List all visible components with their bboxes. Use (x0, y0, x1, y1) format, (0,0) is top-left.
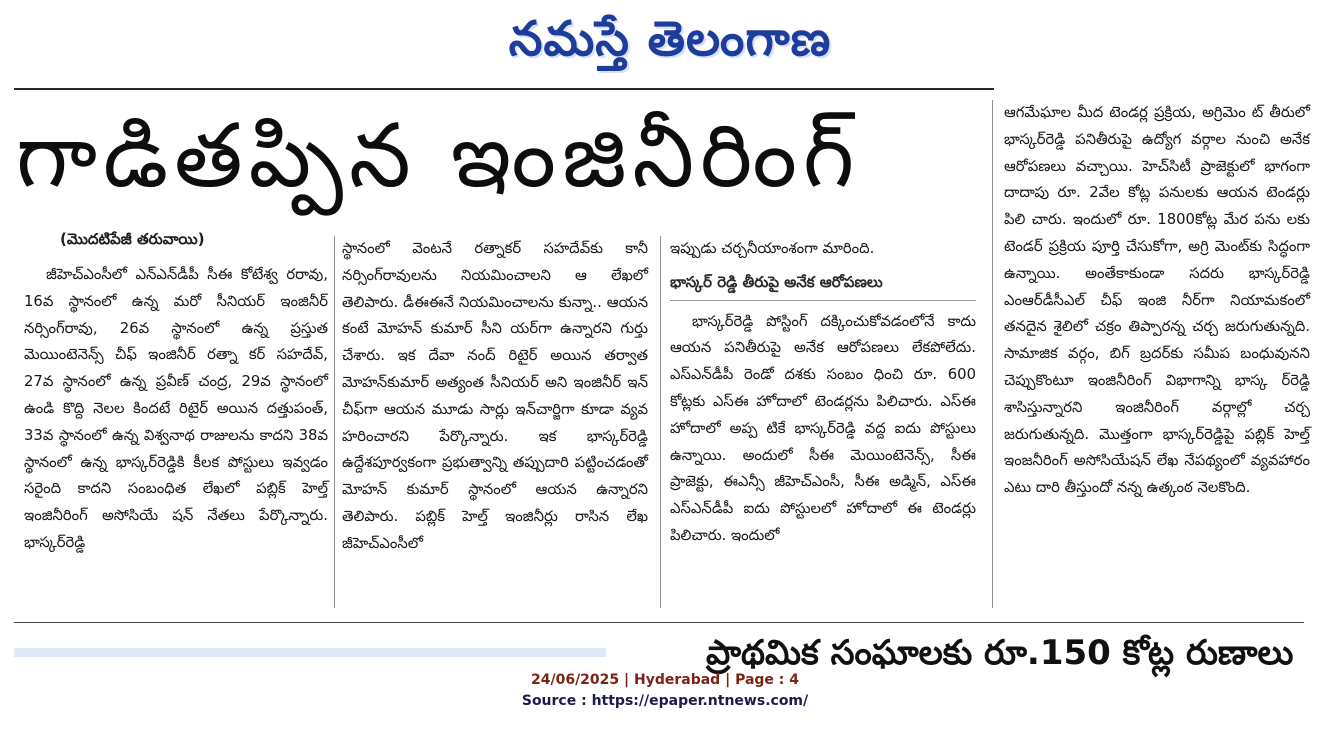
continued-from-front-label: (మొదటిపేజీ తరువాయి) (60, 230, 205, 248)
column-divider (992, 100, 993, 608)
column-4-text: ఆగమేఘాల మీద టెండర్ల ప్రక్రియ, అగ్రిమెం ట్ తీరులో భాస్కర్‌రెడ్డి పనితీరుపై ఉద్యోగ వర్గాల నుంచి అనేక ఆరోపణలు వచ్చాయి. హెచ్‌సిటీ ప్రాజెక్టులో భాగంగా దాదాపు రూ. 2వేల కోట్ల పనులకు ఆయన టెండర్లు పిలి చారు. ఇందులో రూ. 1800కోట్ల మేర పను లకు టెండర్ ప్రక్రియ పూర్తి చేసుకోగా, అగ్రి మెంట్‌కు సిద్ధంగా ఉన్నాయి. అంతేకాకుండా సదరు భాస్కర్‌రెడ్డి ఎంఆర్‌డీసీఎల్ చీఫ్ ఇంజి నీర్‌గా నియామకంలో తనదైన శైలిలో చక్రం తిప్పారన్న చర్చ జరుగుతున్నది. సామాజిక వర్గం, బిగ్ బ్రదర్‌కు సమీప బంధువునని చెప్పుకొంటూ ఇంజినీరింగ్ విభాగాన్ని భాస్క ర్‌రెడ్డి శాసిస్తున్నారని ఇంజినీరింగ్ వర్గాల్లో చర్చ జరుగుతున్నది. మొత్తంగా భాస్కర్‌రెడ్డిపై పబ్లిక్ హెల్త్ ఇంజనీరింగ్ అసోసియేషన్ లేఖ నేపథ్యంలో వ్యవహారం ఎటు దారి తీస్తుందో నన్న ఉత్కంఠ నెలకొంది. (1004, 104, 1310, 497)
page-footer (0, 670, 1330, 712)
article-column-3 (670, 236, 976, 612)
masthead (455, 8, 885, 70)
column-2-text: స్థానంలో వెంటనే రత్నాకర్ సహదేవ్‌కు కానీ నర్సింగ్‌రావులను నియమించాలని ఆ లేఖలో తెలిపారు. డీఈఈనే నియమించాలను కున్నా.. ఆయన కంటే మోహన్ కుమార్ సీని యర్‌గా ఉన్నారని గుర్తు చేశారు. ఇక దేవా నంద్ రిటైర్ అయిన తర్వాత మోహన్‌కుమార్ అత్యంత సీనియర్ అని ఇంజినీర్ ఇన్ చీఫ్‌గా ఆయన మూడు సార్లు ఇన్‌చార్జిగా కూడా వ్యవ హరించారని పేర్కొన్నారు. ఇక భాస్కర్‌రెడ్డి ఉద్దేశపూర్వకంగా ప్రభుత్వాన్ని తప్పుదారి పట్టించడంతో మోహన్ కుమార్ స్థానంలో ఆయన ఉన్నారని తెలిపారు. పబ్లిక్ హెల్త్ ఇంజినీర్లు రాసిన లేఖ జీహెచ్‌ఎంసీలో (342, 240, 648, 552)
column-3-lead-text: ఇప్పుడు చర్చనీయాంశంగా మారింది. (670, 240, 875, 257)
next-article-headline-cropped: ప్రాథమిక సంఘాలకు రూ.150 కోట్ల రుణాలు (706, 633, 1294, 673)
headline-top-rule (14, 88, 994, 90)
article-column-1 (24, 262, 328, 612)
article-bottom-rule (14, 622, 1304, 623)
footer-source-link[interactable]: Source : https://epaper.ntnews.com/ (521, 693, 809, 709)
column-3-text: భాస్కర్‌రెడ్డి పోస్టింగ్ దక్కించుకోవడంలోనే కాదు ఆయన పనితీరుపై అనేక ఆరోపణలు లేకపోలేదు. ఎస్‌ఎన్‌డీపీ రెండో దశకు సంబం ధించి రూ. 600 కోట్లకు ఎస్‌ఈ హోదాలో టెండర్లను పిలిచారు. ఎస్‌ఈ హోదాలో అప్ప టికే భాస్కర్‌రెడ్డి వద్ద ఐదు పోస్టులు ఉన్నాయి. అందులో సీఈ మెయింటెనెన్స్, సీఈ ప్రాజెక్టు, ఈఎన్సీ జీహెచ్‌ఎంసీ, సీఈ అడ్మిన్, ఎస్‌ఈ ఎస్‌ఎన్‌డీపీ ఐదు పోస్టులలో హోదాలో ఈ టెండర్లు పిలిచారు. ఇందులో (670, 312, 976, 544)
newspaper-logo: నమస్తే తెలంగాణ (508, 11, 832, 67)
article-headline: గాడితప్పిన ఇంజినీరింగ్ (16, 104, 861, 207)
article-column-2 (342, 236, 648, 612)
article-column-4 (1004, 100, 1310, 612)
footer-info-line: 24/06/2025 | Hyderabad | Page : 4 (530, 672, 800, 688)
column-3-subheading: భాస్కర్ రెడ్డి తీరుపై అనేక ఆరోపణలు (670, 269, 976, 301)
column-1-text: జీహెచ్‌ఎంసీలో ఎన్‌ఎన్‌డీపీ సీఈ కోటేశ్వ రరావు, 16వ స్థానంలో ఉన్న మరో సీనియర్ ఇంజినీర్ నర్సింగ్‌రావు, 26వ స్థానంలో ఉన్న ప్రస్తుత మెయింటెనెన్స్ చీఫ్ ఇంజినీర్ రత్నా కర్ సహదేవ్, 27వ స్థానంలో ఉన్న ప్రవీణ్ చంద్ర, 29వ స్థానంలో ఉండి కొద్ది నెలల కిందటే రిటైర్ అయిన దత్తుపంత్, 33వ స్థానంలో ఉన్న విశ్వనాథ రాజులను కాదని 38వ స్థానంలో ఉన్న భాస్కర్‌రెడ్డికి కీలక పోస్టులు ఇవ్వడం సరైంది కాదని సంబంధిత లేఖలో పబ్లిక్ హెల్త్ ఇంజినీరింగ్ అసోసియే షన్ నేతలు పేర్కొన్నారు. భాస్కర్‌రెడ్డి (24, 266, 328, 551)
column-divider (660, 236, 661, 608)
column-divider (334, 236, 335, 608)
next-article-color-band (14, 648, 606, 657)
